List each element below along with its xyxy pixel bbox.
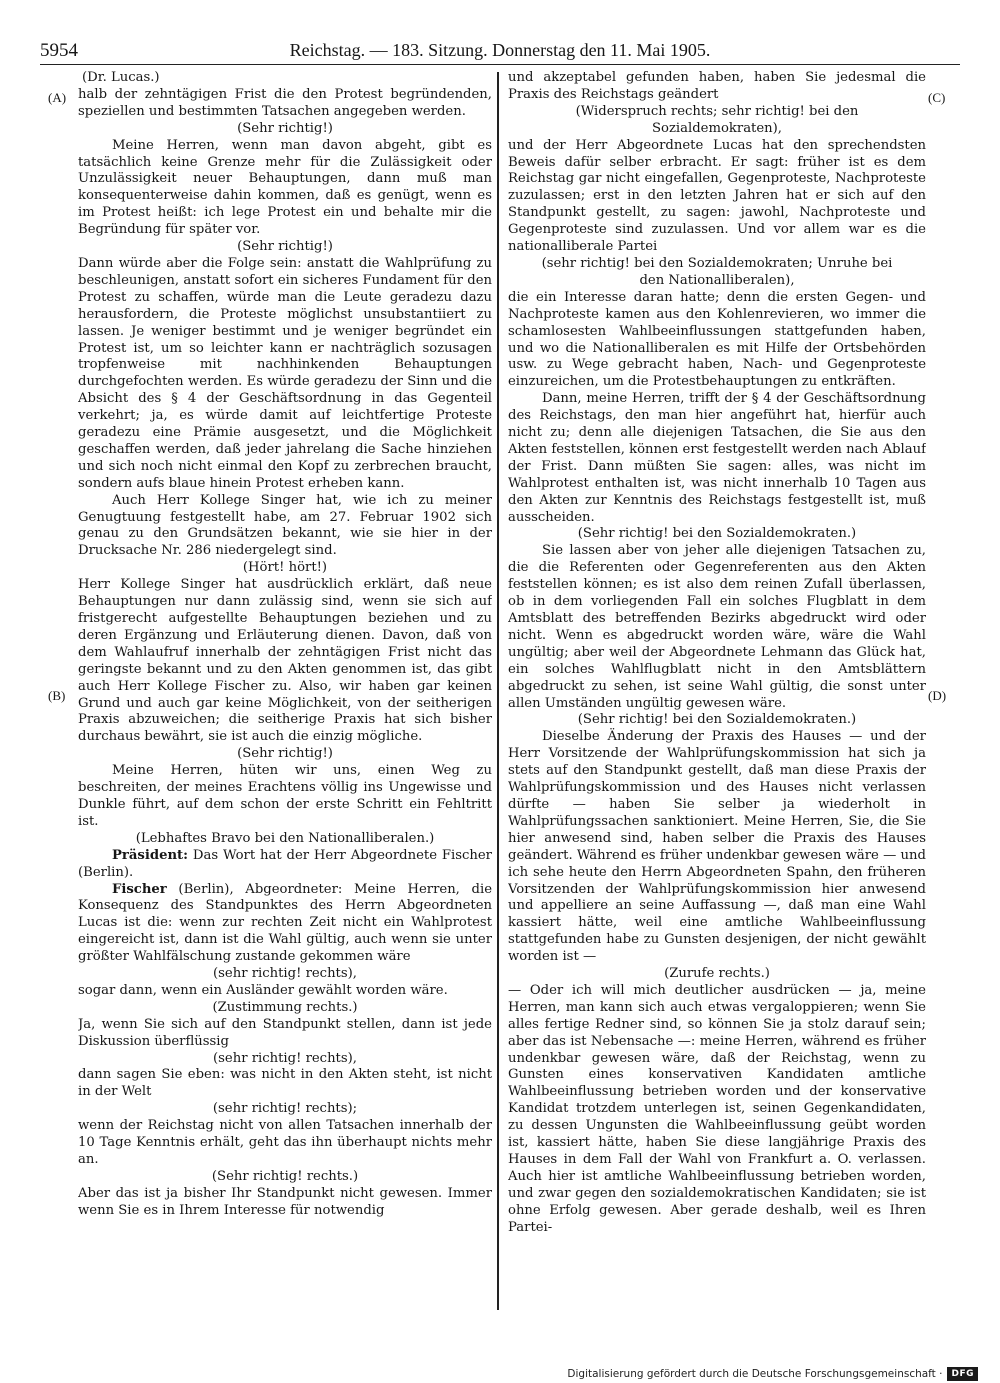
interjection: (Sehr richtig! bei den Sozialdemokraten.) (577, 526, 857, 542)
paragraph: die ein Interesse daran hatte; denn die ersten Gegen- und Nachproteste kamen aus den Kohlenrevieren, wo immer die schamlosesten Wahlbeeinflussungen stattgefunden haben, und wo die Nationalliberalen es mit Hilfe der Ortsbehörden usw. zu Wege gebracht haben, Nach- und Gegenproteste einzureichen, um die Protestbehauptungen zu entkräften. (508, 289, 926, 390)
speaker-name: Fischer (112, 881, 167, 897)
speaker-paragraph (78, 882, 492, 967)
paragraph: — Oder ich will mich deutlicher ausdrücken — ja, meine Herren, man kann sich auch etwas vergaloppieren; wenn Sie alles fertige Redner sind, so können Sie ja stolz darauf sein; aber das ist Nebensache —: meine Herren, während es früher undenkbar gewesen wäre, daß der Reichstag, wenn zu Gunsten eines konservativen Kandidaten amtliche Wahlbeeinflussung betrieben worden und der konservative Kandidat trotzdem unterlegen ist, seinen Gegenkandidaten, zu dessen Ungunsten die Wahlbeeinflussung geübt worden ist, kassiert hätte, haben Sie diese langjährige Praxis des Hauses in dem Fall der Wahl von Frankfurt a. O. verlassen. Auch hier ist amtliche Wahlbeeinflussung betrieben worden, und zwar gegen den sozialdemokratischen Kandidaten; sie ist ohne Erfolg gewesen. Aber gerade deshalb, weil es Ihren Partei- (508, 982, 926, 1235)
interjection: (Sehr richtig! rechts.) (211, 1168, 359, 1184)
paragraph: Dann würde aber die Folge sein: anstatt die Wahlprüfung zu beschleunigen, anstatt sofort ein sicheres Fundament für den Protest zu schaffen, würde man die Leute geradezu dazu herausfordern, die Proteste möglichst unsubstantiiert zu lassen. Je weniger bestimmt und je weniger begründet ein Protest ist, um so leichter kann er nachträglich sozusagen tropfenweise mit nachhinkenden Behauptungen durchgefochten werden. Es würde geradezu der Sinn und die Absicht des § 4 der Geschäftsordnung in das Gegenteil verkehrt; ja, es würde damit auf leichtfertige Proteste geradezu eine Prämie ausgesetzt, und die Möglichkeit geschaffen werden, daß jeder jahrelang die Sache hinziehen und sich noch nicht einmal den Kopf zu zerbrechen braucht, sondern aufs blaue hinein Protest erheben kann. (78, 255, 492, 491)
paragraph: Dieselbe Änderung der Praxis des Hauses — und der Herr Vorsitzende der Wahlprüfungskommission hat sich ja stets auf den Standpunkt gestellt, daß man diese Praxis der Wahlprüfungskommission und des Hauses nicht verlassen dürfte — haben Sie selber ja wiederholt in Wahlprüfungssachen sanktioniert. Meine Herren, Sie, die Sie hier anwesend sind, haben selber die Praxis des Hauses geändert. Während es früher undenkbar gewesen wäre — und ich sehe heute den Herrn Abgeordneten Spahn, den früheren Vorsitzenden der Wahlprüfungskommission hier anwesend und appelliere an seine Auffassung —, daß man eine Wahl kassiert hätte, weil eine amtliche Wahlbeeinflussung stattgefunden habe zu Gunsten desjenigen, der nicht gewählt worden ist — (508, 729, 926, 965)
paragraph: halb der zehntägigen Frist die den Protest begründenden, speziellen und bestimmten Tatsachen angegeben werden. (78, 86, 492, 119)
paragraph: Aber das ist ja bisher Ihr Standpunkt nicht gewesen. Immer wenn Sie es in Ihrem Interesse für notwendig (78, 1185, 492, 1218)
interjection: (sehr richtig! bei den Sozialdemokraten; Unruhe bei den Nationalliberalen), (541, 255, 893, 288)
paragraph: Meine Herren, hüten wir uns, einen Weg zu beschreiten, der meines Erachtens völlig ins Ungewisse und Dunkle führt, auf dem schon der erste Schritt ein Fehltritt ist. (78, 763, 492, 829)
interjection: (sehr richtig! rechts), (213, 1050, 357, 1066)
page-number: 5954 (40, 40, 78, 61)
interjection: (Sehr richtig! bei den Sozialdemokraten.) (577, 712, 857, 728)
paragraph: und der Herr Abgeordnete Lucas hat den sprechendsten Beweis dafür selber erbracht. Er sagt: früher ist es dem Reichstag gar nicht eingefallen, Gegenproteste, Nachproteste zuzulassen; erst in den letzten Jahren hat er sich auf den Standpunkt gestellt, zu sagen: jawohl, Nachproteste und Gegenproteste sind zuzulassen. Und vor allem war es die nationalliberale Partei (508, 137, 926, 255)
interjection: (Zustimmung rechts.) (212, 999, 358, 1015)
credit-text: Digitalisierung gefördert durch die Deutsche Forschungsgemeinschaft · (567, 1368, 943, 1380)
paragraph: Auch Herr Kollege Singer hat, wie ich zu meiner Genugtuung festgestellt habe, am 27. Februar 1902 sich genau zu den Grundsätzen bekannt, wie sie hier in der Drucksache Nr. 286 niedergelegt sind. (78, 492, 492, 559)
paragraph: Dann, meine Herren, trifft der § 4 der Geschäftsordnung des Reichstags, den man hier angeführt hat, hierfür auch nicht zu; denn alle diejenigen Tatsachen, die Sie aus den Akten feststellen, können erst festgestellt werden nach Ablauf der Frist. Dann müßten Sie sagen: alles, was nicht im Wahlprotest enthalten ist, was nicht innerhalb 10 Tagen aus den Akten zur Kenntnis des Reichstags festgestellt ist, muß ausscheiden. (508, 391, 926, 525)
margin-marker-c: (C) (928, 90, 946, 105)
paragraph: Herr Kollege Singer hat ausdrücklich erklärt, daß neue Behauptungen nur dann zulässig sind, wenn sie sich auf fristgerecht aufgestellte Behauptungen beziehen und zu deren Ergänzung und Erläuterung dienen. Davon, daß von dem Wahlaufruf innerhalb der zehntägigen Frist nicht das geringste bekannt und zu den Akten genommen ist, das gibt auch Herr Kollege Fischer zu. Also, wir haben gar keinen Grund und auch gar keine Möglichkeit, von der seitherigen Praxis abzuweichen; die seitherige Praxis hat sich bisher durchaus bewährt, sie ist auch die einzig mögliche. (78, 577, 492, 745)
speaker-text: Das Wort hat der Herr Abgeordnete Fischer (Berlin). (78, 847, 492, 880)
interjection: (sehr richtig! rechts), (213, 966, 357, 982)
page-running-title: Reichstag. — 183. Sitzung. Donnerstag den 11. Mai 1905. (289, 40, 711, 60)
paragraph: Meine Herren, wenn man davon abgeht, gibt es tatsächlich keine Grenze mehr für die Zulässigkeit oder Unzulässigkeit neuer Behauptungen, dann muß man konsequenterweise dahin kommen, daß es genügt, wenn es im Protest heißt: ich lege Protest ein und behalte mir die Begründung für später vor. (78, 137, 492, 238)
interjection: (sehr richtig! rechts); (212, 1101, 358, 1117)
column-divider (497, 72, 499, 1310)
paragraph: Sie lassen aber von jeher alle diejenigen Tatsachen zu, die die Referenten oder Gegenreferenten aus den Akten feststellen können; es ist also dem reinen Zufall überlassen, ob in dem vorliegenden Fall ein solches Flugblatt in dem Amtsblatt des betreffenden Bezirks abgedruckt wird oder nicht. Wenn es abgedruckt worden wäre, wäre die Wahl ungültig; aber weil der Abgeordnete Lehmann das Glück hat, ein solches Wahlflugblatt nicht in den Amtsblättern abgedruckt zu sehen, ist seine Wahl gültig, die sonst unter allen Umständen ungültig gewesen wäre. (508, 543, 926, 711)
paragraph: Ja, wenn Sie sich auf den Standpunkt stellen, dann ist jede Diskussion überflüssig (78, 1016, 492, 1049)
speaker-name: Präsident: (112, 847, 189, 863)
page-header (40, 40, 960, 64)
digitization-credit (567, 1366, 978, 1382)
dfg-logo: DFG (947, 1367, 978, 1381)
interjection: (Widerspruch rechts; sehr richtig! bei den Sozialdemokraten), (575, 103, 859, 136)
interjection: (Zurufe rechts.) (664, 966, 770, 982)
speaker-text: (Berlin), Abgeordneter: Meine Herren, die Konsequenz des Standpunktes des Herrn Abgeordneten Lucas ist die: wenn zur rechten Zeit nicht ein Wahlprotest eingereicht ist, dann ist die Wahl gültig, auch wenn sie unter größter Wahlfälschung zustande gekommen wäre (78, 881, 492, 965)
speaker-continuation: (Dr. Lucas.) (82, 70, 160, 85)
interjection: (Sehr richtig!) (237, 746, 333, 762)
margin-marker-a: (A) (48, 90, 67, 105)
paragraph: dann sagen Sie eben: was nicht in den Akten steht, ist nicht in der Welt (78, 1067, 492, 1100)
margin-marker-d: (D) (928, 688, 947, 703)
paragraph: wenn der Reichstag nicht von allen Tatsachen innerhalb der 10 Tage Kenntnis erhält, geht das ihn überhaupt nichts mehr an. (78, 1118, 492, 1167)
speaker-paragraph (78, 848, 492, 882)
interjection: (Sehr richtig!) (237, 239, 333, 255)
margin-marker-b: (B) (48, 688, 66, 703)
interjection: (Hört! hört!) (242, 560, 328, 576)
interjection: (Sehr richtig!) (237, 120, 333, 136)
interjection: (Lebhaftes Bravo bei den Nationalliberalen.) (135, 830, 435, 846)
header-rule (40, 64, 960, 65)
paragraph: sogar dann, wenn ein Ausländer gewählt worden wäre. (78, 982, 448, 998)
left-column (78, 70, 492, 1300)
right-column (508, 70, 926, 1300)
paragraph: und akzeptabel gefunden haben, haben Sie jedesmal die Praxis des Reichstags geändert (508, 70, 926, 102)
